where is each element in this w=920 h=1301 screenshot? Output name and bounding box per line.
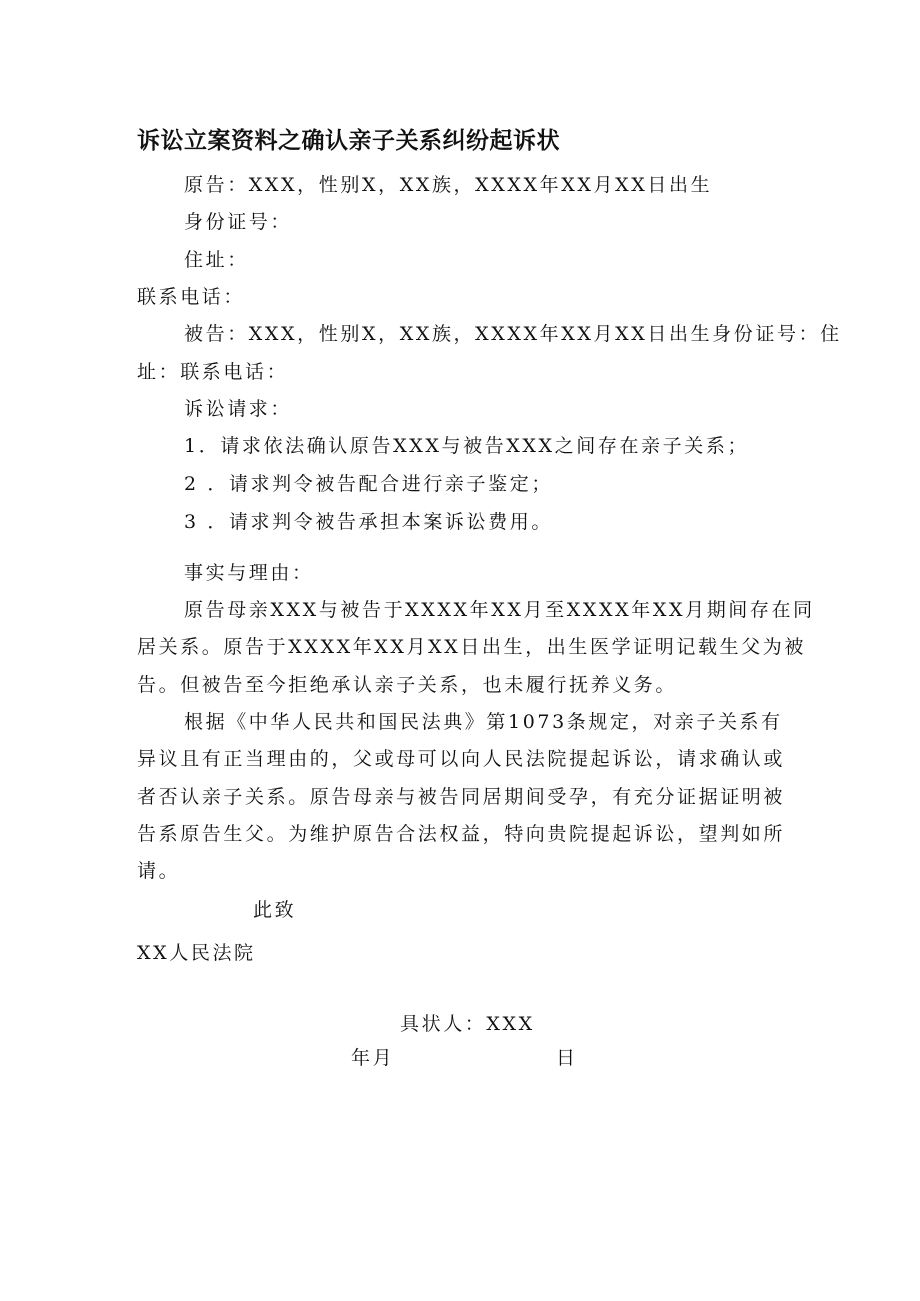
facts-para-1-line: 居关系。原告于XXXX年XX月XX日出生，出生医学证明记载生父为被: [137, 636, 807, 658]
court-name: XX人民法院: [137, 942, 256, 964]
facts-para-2-line: 异议且有正当理由的，父或母可以向人民法院提起诉讼，请求确认或: [137, 748, 786, 770]
date-year-month: 年月: [351, 1047, 395, 1069]
salutation: 此致: [253, 899, 297, 921]
claim-item-1: 1．请求依法确认原告XXX与被告XXX之间存在亲子关系；: [184, 435, 750, 457]
claim-item-2: 2 ．请求判令被告配合进行亲子鉴定；: [184, 473, 553, 495]
date-day: 日: [556, 1047, 578, 1069]
plaintiff-address-label: 住址：: [184, 249, 249, 271]
claims-heading: 诉讼请求：: [184, 398, 293, 420]
document-title: 诉讼立案资料之确认亲子关系纠纷起诉状: [137, 128, 560, 154]
plaintiff-phone-label: 联系电话：: [137, 286, 246, 308]
facts-para-2-line: 根据《中华人民共和国民法典》第1073条规定，对亲子关系有: [184, 711, 783, 733]
facts-heading: 事实与理由：: [184, 562, 314, 584]
facts-para-2-line: 请。: [137, 860, 181, 882]
facts-para-2-line: 告系原告生父。为维护原告合法权益，特向贵院提起诉讼，望判如所: [137, 823, 786, 845]
plaintiff-id-label: 身份证号：: [184, 211, 293, 233]
signer: 具状人：XXX: [400, 1013, 535, 1035]
claim-item-3: 3 ．请求判令被告承担本案诉讼费用。: [184, 511, 553, 533]
defendant-info-line-1: 被告：XXX，性别X，XX族，XXXX年XX月XX日出生身份证号：住: [184, 323, 842, 345]
plaintiff-info: 原告：XXX，性别X，XX族，XXXX年XX月XX日出生: [184, 174, 713, 196]
facts-para-2-line: 者否认亲子关系。原告母亲与被告同居期间受孕，有充分证据证明被: [137, 786, 786, 808]
defendant-info-line-2: 址：联系电话：: [137, 361, 289, 383]
facts-para-1-line: 原告母亲XXX与被告于XXXX年XX月至XXXX年XX月期间存在同: [184, 599, 815, 621]
facts-para-1-line: 告。但被告至今拒绝承认亲子关系，也未履行抚养义务。: [137, 674, 678, 696]
